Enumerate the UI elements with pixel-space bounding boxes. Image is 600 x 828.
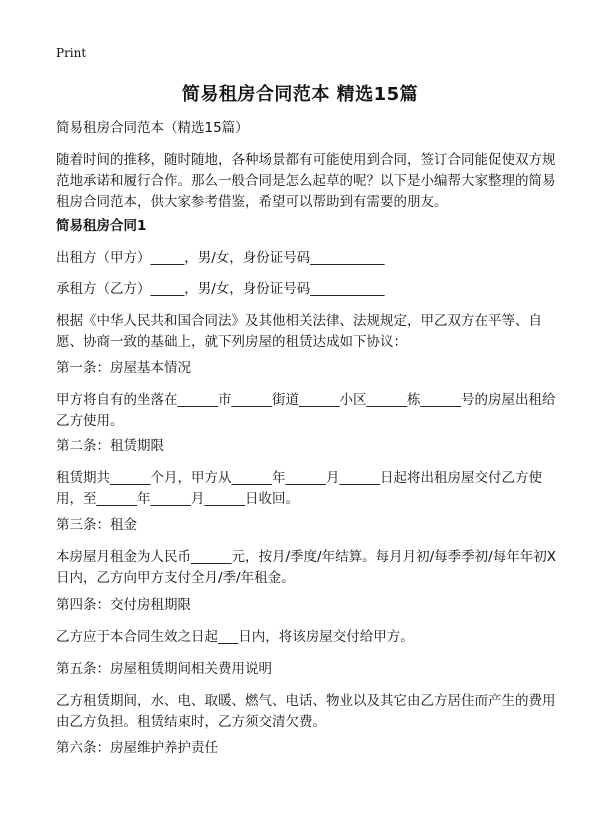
clause-title [56,659,560,680]
clause-6-title: 第六条：房屋维护养护责任 [56,740,218,756]
intro-text: 随着时间的推移，随时随地，各种场景都有可能使用到合同，签订合同能促使双方规范地承诺和履行合作。那么一般合同是怎么起草的呢？以下是小编帮大家整理的简易租房合同范本，供大家参考借鉴，希望可以帮助到有需要的朋友。 [56,152,556,210]
clause-body [56,691,560,733]
lessor-text: 出租方（甲方）_____，男/女，身份证号码___________ [56,250,385,266]
clause-3-body: 本房屋月租金为人民币______元，按月/季度/年结算。每月月初/每季季初/每年年初X日内，乙方向甲方支付全月/季/年租金。 [56,549,556,586]
clause-1-title: 第一条：房屋基本情况 [56,360,191,376]
clause-title [56,738,560,759]
preamble-text: 根据《中华人民共和国合同法》及其他相关法律、法规规定，甲乙双方在平等、自愿、协商一致的基础上，就下列房屋的租赁达成如下协议： [56,313,542,350]
clause-3-title: 第三条：租金 [56,517,137,533]
lessor-line [56,248,560,269]
clause-body [56,390,560,432]
clause-2-body: 租赁期共______个月，甲方从______年______月______日起将出租房屋交付乙方使用，至______年______月______日收回。 [56,470,542,507]
subtitle-text: 简易租房合同范本（精选15篇） [56,120,249,136]
clause-body [56,547,560,589]
clause-5-title: 第五条：房屋租赁期间相关费用说明 [56,661,272,677]
clause-2-title: 第二条：租赁期限 [56,438,164,454]
contract-heading [56,216,560,237]
page-title: 简易租房合同范本 精选15篇 [181,84,419,105]
clause-1-body: 甲方将自有的坐落在______市______街道______小区______栋______号的房屋出租给乙方使用。 [56,392,556,429]
contract-heading-text: 简易租房合同1 [56,218,147,234]
clause-body [56,627,560,648]
lessee-text: 承租方（乙方）_____，男/女，身份证号码___________ [56,281,385,297]
preamble-paragraph [56,311,560,353]
clause-5-body: 乙方租赁期间，水、电、取暖、燃气、电话、物业以及其它由乙方居住而产生的费用由乙方负担。租赁结束时，乙方须交清欠费。 [56,693,556,730]
intro-paragraph [56,150,560,213]
print-link[interactable]: Print [56,46,87,60]
clause-title [56,595,560,616]
clause-title [56,358,560,379]
subtitle [56,118,560,139]
clause-4-title: 第四条：交付房租期限 [56,597,191,613]
clause-4-body: 乙方应于本合同生效之日起___日内，将该房屋交付给甲方。 [56,629,414,645]
clause-title [56,515,560,536]
clause-body [56,468,560,510]
clause-title [56,436,560,457]
lessee-line [56,279,560,300]
